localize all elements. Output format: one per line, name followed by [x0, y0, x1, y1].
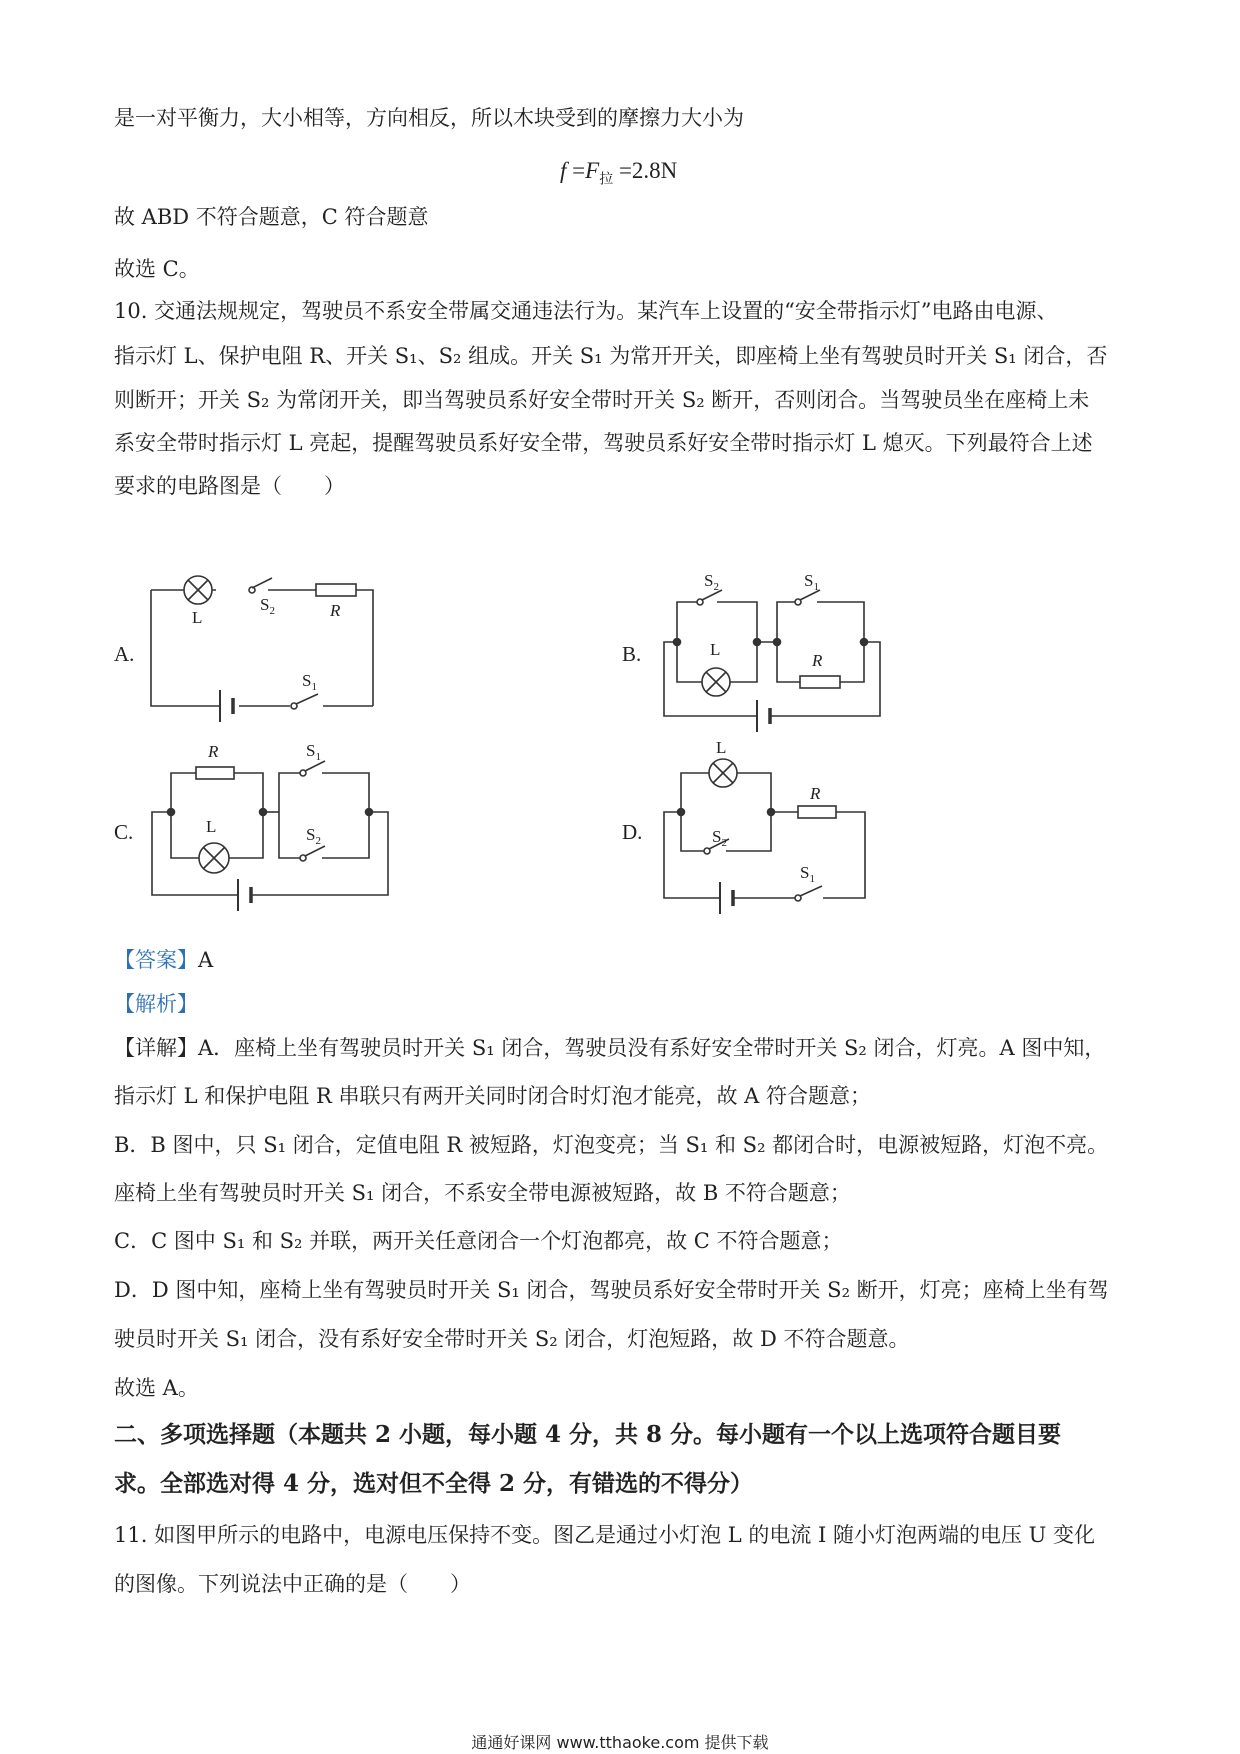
svg-text:S1: $S_1$: [306, 741, 321, 763]
circuit-d: [664, 738, 865, 914]
switch-icon: [795, 590, 820, 605]
detail-line-8: 故选 A。: [114, 1376, 199, 1400]
battery-icon: [757, 700, 770, 732]
circuit-c: [152, 741, 388, 911]
option-b-label: B.: [622, 642, 642, 666]
svg-text:S2: $S_2$: [712, 827, 727, 849]
resistor-icon: [798, 806, 836, 818]
detail-line-3: B．B 图中，只 S₁ 闭合，定值电阻 R 被短路，灯泡变亮；当 S₁ 和 S₂ 都闭合时，电源被短路，灯泡不亮。: [114, 1133, 1109, 1157]
detail-line-6: D．D 图中知，座椅上坐有驾驶员时开关 S₁ 闭合，驾驶员系好安全带时开关 S₂ 断开，灯亮；座椅上坐有驾: [114, 1278, 1109, 1302]
formula-sub: 拉: [599, 172, 614, 188]
answer-value: A: [198, 948, 214, 972]
q10-line-3: 则断开；开关 S₂ 为常闭开关，即当驾驶员系好安全带时开关 S₂ 断开，否则闭合。当驾驶员坐在座椅上未: [114, 388, 1090, 412]
section-2-heading-line-1: 二、多项选择题（本题共 2 小题，每小题 4 分，共 8 分。每小题有一个以上选项符合题目要: [114, 1421, 1062, 1448]
section-2-heading-line-2: 求。全部选对得 4 分，选对但不全得 2 分，有错选的不得分）: [114, 1470, 754, 1497]
lamp-icon: [199, 843, 229, 873]
paragraph-intro: 是一对平衡力，大小相等，方向相反，所以木块受到的摩擦力大小为: [114, 106, 744, 130]
switch-icon: [291, 694, 318, 709]
answer-tag: 【答案】: [114, 948, 198, 972]
svg-text:L: L: [716, 738, 727, 757]
detail-line-1: 【详解】A．座椅上坐有驾驶员时开关 S₁ 闭合，驾驶员没有系好安全带时开关 S₂ 闭合，灯亮。A 图中知，: [114, 1036, 1106, 1060]
circuit-a: [151, 576, 373, 722]
label-l: L: [192, 608, 203, 627]
svg-text:S1: $S_1$: [302, 671, 317, 693]
detail-line-4: 座椅上坐有驾驶员时开关 S₁ 闭合，不系安全带电源被短路，故 B 不符合题意；: [114, 1181, 851, 1205]
svg-text:R: R: [208, 742, 219, 761]
battery-icon: [720, 882, 733, 914]
answer-line: [114, 945, 1130, 975]
q10-line-4: 系安全带时指示灯 L 亮起，提醒驾驶员系好安全带，驾驶员系好安全带时指示灯 L 熄灭。下列最符合上述: [114, 431, 1093, 455]
option-a-label: A.: [114, 642, 135, 666]
svg-text:L: L: [206, 817, 217, 836]
switch-icon: [704, 839, 729, 854]
formula-f: f: [560, 158, 567, 183]
q11-line-2: 的图像。下列说法中正确的是（ ）: [114, 1572, 471, 1596]
circuit-b: [664, 571, 880, 732]
resistor-icon: [316, 584, 356, 596]
line-abd: 故 ABD 不符合题意，C 符合题意: [114, 205, 429, 229]
lamp-icon: [184, 576, 212, 604]
detail-line-5: C．C 图中 S₁ 和 S₂ 并联，两开关任意闭合一个灯泡都亮，故 C 不符合题意；: [114, 1229, 843, 1253]
lamp-icon: [709, 759, 737, 787]
resistor-icon: [196, 767, 234, 779]
switch-icon: [697, 590, 722, 605]
battery-icon: [238, 879, 251, 911]
battery-icon: [220, 690, 233, 722]
q10-line-5: 要求的电路图是（ ）: [114, 474, 345, 498]
line-choose-c: 故选 C。: [114, 257, 200, 281]
svg-text:S2: $S_2$: [260, 595, 275, 617]
svg-text:R: R: [812, 651, 823, 670]
detail-line-7: 驶员时开关 S₁ 闭合，没有系好安全带时开关 S₂ 闭合，灯泡短路，故 D 不符合题意。: [114, 1327, 910, 1351]
switch-icon: [249, 578, 272, 593]
q10-line-2: 指示灯 L、保护电阻 R、开关 S₁、S₂ 组成。开关 S₁ 为常开开关，即座椅上坐有驾驶员时开关 S₁ 闭合，否: [114, 344, 1108, 368]
switch-icon: [795, 886, 822, 901]
detail-line-2: 指示灯 L 和保护电阻 R 串联只有两开关同时闭合时灯泡才能亮，故 A 符合题意；: [114, 1084, 871, 1108]
formula-F: F: [585, 158, 600, 183]
lamp-icon: [702, 668, 730, 696]
svg-text:L: L: [710, 640, 721, 659]
q10-line-1: 10. 交通法规规定，驾驶员不系安全带属交通违法行为。某汽车上设置的“安全带指示灯”电路由电源、: [114, 299, 1058, 323]
svg-text:S1: $S_1$: [800, 863, 815, 885]
page-footer: 通通好课网 www.tthaoke.com 提供下载: [471, 1733, 769, 1752]
option-c-label: C.: [114, 820, 134, 844]
option-d-label: D.: [622, 820, 643, 844]
svg-text:S2: $S_2$: [704, 571, 719, 593]
switch-icon: [300, 761, 325, 776]
svg-text:S2: $S_2$: [306, 825, 321, 847]
friction-formula: [560, 158, 677, 189]
switch-icon: [300, 846, 325, 861]
label-r: R: [330, 601, 341, 620]
q11-line-1: 11. 如图甲所示的电路中，电源电压保持不变。图乙是通过小灯泡 L 的电流 I 随小灯泡两端的电压 U 变化: [114, 1523, 1096, 1547]
svg-text:S1: $S_1$: [804, 571, 819, 593]
formula-rest: =2.8N: [613, 158, 678, 183]
analysis-tag: 【解析】: [114, 992, 198, 1016]
formula-eq: =: [566, 158, 586, 183]
svg-text:R: R: [810, 784, 821, 803]
resistor-icon: [800, 676, 840, 688]
